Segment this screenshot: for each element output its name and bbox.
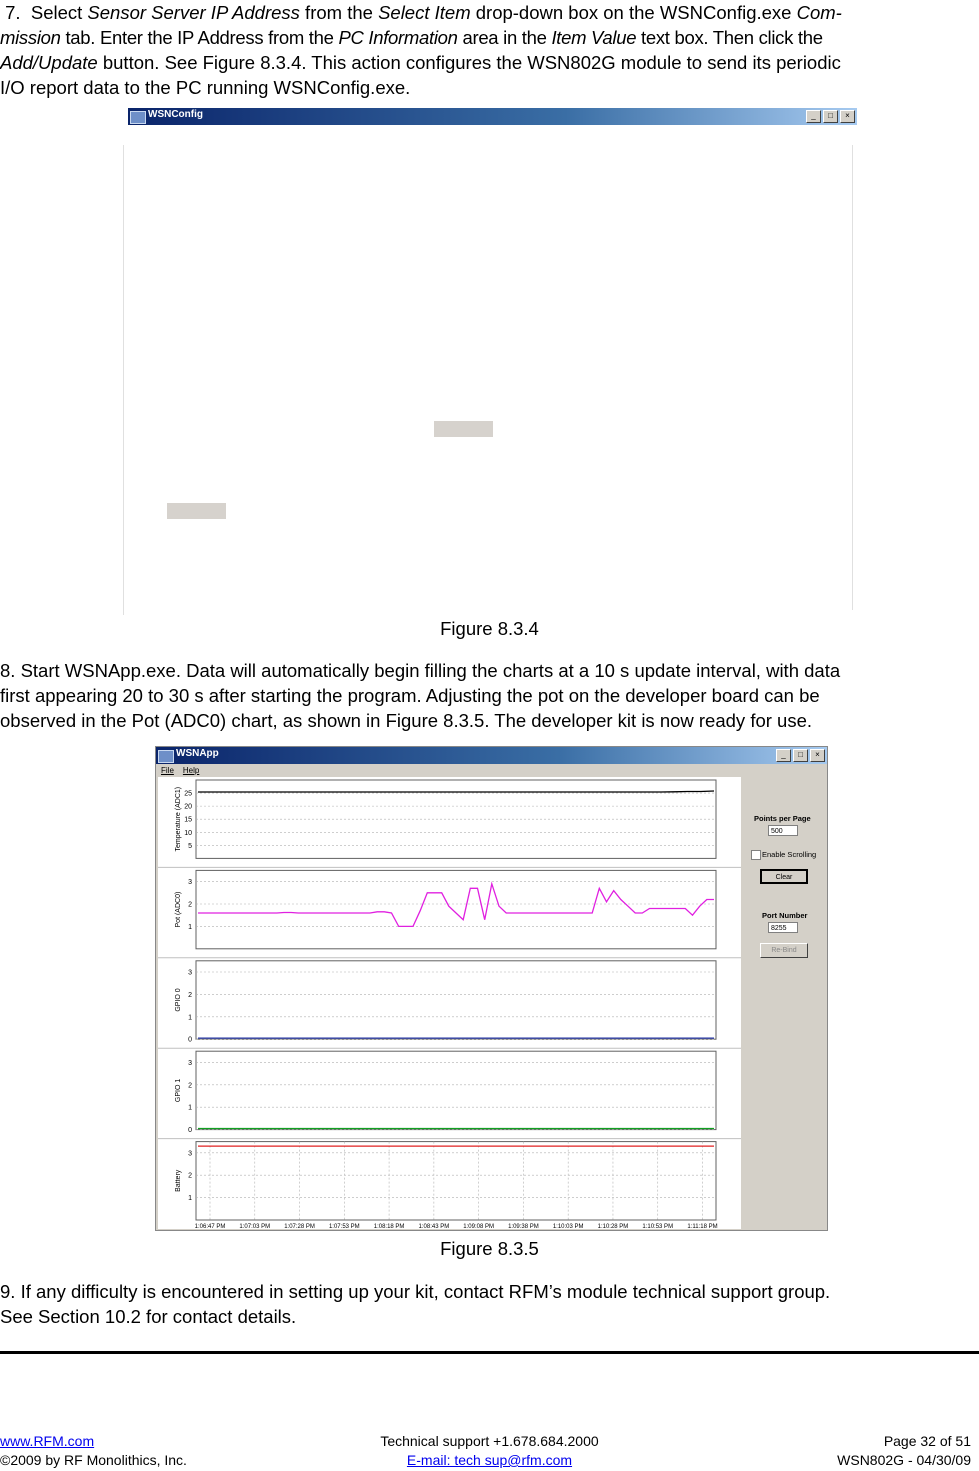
x-tick-label: 1:08:18 PM [373,1224,405,1229]
y-tick-label: 1 [188,923,192,931]
x-tick-label: 1:10:28 PM [597,1224,629,1229]
step-8-text: 8. Start WSNApp.exe. Data will automatically begin filling the charts at a 10 s update interval, with data first appearing 20 to 30 s after starting the program. Adjusting the pot on the developer board can be observed in the Pot (ADC0) chart, as shown in Figure 8.3.5. The developer kit is now ready for use. [0,660,841,731]
y-tick-label: 1 [188,1104,192,1112]
rebind-button[interactable]: Re-Bind [760,943,808,958]
step-9-text: 9. If any difficulty is encountered in setting up your kit, contact RFM’s module technical support group. See Section 10.2 for contact details. [0,1281,831,1327]
chart-area [158,777,741,1229]
minimize-button[interactable]: _ [776,749,791,762]
figure-8-3-5-caption: Figure 8.3.5 [440,1238,539,1259]
doc-id: WSN802G - 04/30/09 [837,1452,971,1468]
config-button[interactable] [167,503,226,519]
y-tick-label: 25 [184,790,192,798]
y-tick-label: 1 [188,1014,192,1022]
maximize-button[interactable]: □ [823,110,838,123]
x-tick-label: 1:09:38 PM [508,1224,539,1229]
y-tick-label: 3 [188,969,192,977]
y-axis-label: Battery [175,1169,182,1192]
window-right-edge [852,145,853,610]
x-tick-label: 1:09:08 PM [463,1224,494,1229]
support-phone: Technical support +1.678.684.2000 [380,1433,599,1449]
page-number: Page 32 of 51 [883,1433,971,1449]
support-email[interactable]: E-mail: tech sup@rfm.com [406,1452,573,1468]
figure-8-3-4-caption: Figure 8.3.4 [440,618,539,639]
y-axis-label: Temperature (ADC1) [175,786,182,852]
window-title: WSNApp [176,748,219,759]
y-tick-label: 1 [188,1195,192,1203]
menu-help[interactable]: Help [182,766,200,775]
port-number-label: Port Number [762,911,808,920]
y-tick-label: 15 [184,816,192,824]
chart-plot-frame [196,870,716,948]
y-tick-label: 0 [188,1127,192,1135]
copyright: ©2009 by RF Monolithics, Inc. [0,1452,187,1468]
chart-plot-frame [196,1051,716,1129]
maximize-button[interactable]: □ [793,749,808,762]
close-button[interactable]: × [840,110,855,123]
y-tick-label: 2 [188,1172,192,1180]
y-axis-label: GPIO 0 [175,988,182,1012]
window-left-edge [123,145,124,615]
x-tick-label: 1:11:18 PM [687,1224,718,1229]
x-tick-label: 1:07:53 PM [328,1224,360,1229]
wsnapp-title-bar[interactable] [156,747,827,764]
website-link[interactable]: www.RFM.com [0,1433,95,1449]
chart-plot-frame [196,1142,716,1220]
points-per-page-input[interactable]: 500 [768,825,798,836]
app-icon [158,750,174,763]
x-tick-label: 1:06:47 PM [194,1224,226,1229]
points-per-page-label: Points per Page [754,814,811,823]
window-title: WSNConfig [148,109,203,120]
wsnconfig-title-bar[interactable] [128,108,857,125]
app-icon [130,111,146,124]
y-tick-label: 0 [188,1036,192,1044]
y-tick-label: 2 [188,1082,192,1090]
menu-bar [156,764,827,777]
y-tick-label: 3 [188,1059,192,1067]
clear-button[interactable]: Clear [760,869,808,884]
y-axis-label: Pot (ADC0) [175,891,182,928]
y-tick-label: 3 [188,879,192,887]
close-button[interactable]: × [810,749,825,762]
x-tick-label: 1:07:28 PM [284,1224,315,1229]
port-number-input[interactable]: 8255 [768,922,798,933]
minimize-button[interactable]: _ [806,110,821,123]
x-tick-label: 1:08:43 PM [418,1224,450,1229]
enable-scrolling-label: Enable Scrolling [762,850,817,859]
y-tick-label: 2 [188,991,192,999]
step-7-text: 7. Select Sensor Server IP Address from the Select Item drop-down box on the WSNConfig.exe Com- mission tab. Enter the IP Address from the PC Information area in the Item Value text box. Then click the Add/Update button. See Figure 8.3.4. This action configures the WSN802G module to send its periodic I/O report data to the PC running WSNConfig.exe. [0,2,842,98]
enable-scrolling-checkbox[interactable] [751,850,761,860]
y-tick-label: 5 [188,842,192,850]
x-tick-label: 1:07:03 PM [239,1224,271,1229]
y-tick-label: 10 [184,829,192,837]
chart-plot-frame [196,961,716,1039]
y-tick-label: 2 [188,901,192,909]
y-axis-label: GPIO 1 [175,1078,182,1103]
y-tick-label: 3 [188,1150,192,1158]
add-update-button[interactable] [434,421,493,437]
charts-svg [158,777,741,1229]
wsnapp-window [155,746,828,1231]
footer-rule [0,1351,979,1354]
x-tick-label: 1:10:53 PM [642,1224,674,1229]
x-tick-label: 1:10:03 PM [552,1224,584,1229]
menu-file[interactable]: File [161,766,174,775]
y-tick-label: 20 [184,803,192,811]
